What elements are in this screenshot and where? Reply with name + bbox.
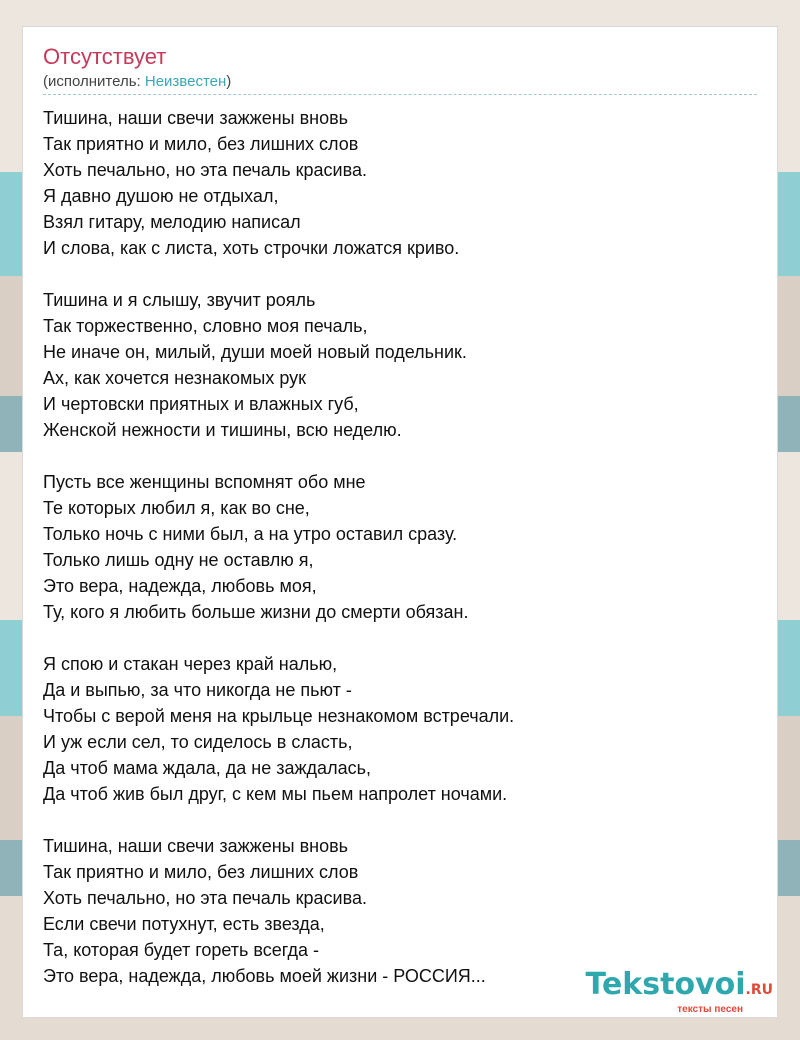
song-title: Отсутствует xyxy=(43,44,167,69)
stanza xyxy=(43,469,759,625)
lyric-line: Пусть все женщины вспомнят обо мне xyxy=(43,472,366,492)
lyric-line: Хоть печально, но эта печаль красива. xyxy=(43,888,367,908)
logo-wordmark xyxy=(585,968,773,1007)
lyric-line: Так торжественно, словно моя печаль, xyxy=(43,316,368,336)
lyrics-body xyxy=(43,105,759,1015)
lyric-line: Тишина, наши свечи зажжены вновь xyxy=(43,836,349,856)
stanza xyxy=(43,287,759,443)
lyric-line: Это вера, надежда, любовь моей жизни - РОССИЯ... xyxy=(43,966,486,986)
lyric-line: Так приятно и мило, без лишних слов xyxy=(43,134,359,154)
lyric-line: Да чтоб мама ждала, да не заждалась, xyxy=(43,758,371,778)
lyric-line: И слова, как с листа, хоть строчки ложатся криво. xyxy=(43,238,460,258)
lyric-line: Только ночь с ними был, а на утро оставил сразу. xyxy=(43,524,458,544)
artist-suffix: ) xyxy=(226,73,232,90)
lyric-line: Я давно душою не отдыхал, xyxy=(43,186,279,206)
header-divider xyxy=(43,94,757,95)
stanza xyxy=(43,105,759,261)
artist-link[interactable]: Неизвестен xyxy=(144,73,227,90)
lyric-line: Только лишь одну не оставлю я, xyxy=(43,550,314,570)
lyric-line: Взял гитару, мелодию написал xyxy=(43,212,301,232)
lyric-line: Если свечи потухнут, есть звезда, xyxy=(43,914,325,934)
lyric-line: Женской нежности и тишины, всю неделю. xyxy=(43,420,402,440)
lyric-line: Те которых любил я, как во сне, xyxy=(43,498,310,518)
lyric-line: Тишина и я слышу, звучит рояль xyxy=(43,290,316,310)
stanza xyxy=(43,651,759,807)
lyric-line: Это вера, надежда, любовь моя, xyxy=(43,576,317,596)
artist-line xyxy=(43,73,231,91)
logo-name: Tekstovoi xyxy=(585,967,746,1002)
logo-tagline: тексты песен xyxy=(677,1004,743,1015)
lyric-line: Ту, кого я любить больше жизни до смерти обязан. xyxy=(43,602,469,622)
lyrics-card xyxy=(22,26,778,1018)
lyric-line: Ах, как хочется незнакомых рук xyxy=(43,368,307,388)
artist-prefix: (исполнитель: xyxy=(43,73,145,90)
site-logo[interactable] xyxy=(585,968,773,1015)
lyric-line: Тишина, наши свечи зажжены вновь xyxy=(43,108,349,128)
lyric-line: И чертовски приятных и влажных губ, xyxy=(43,394,359,414)
lyric-line: Та, которая будет гореть всегда - xyxy=(43,940,320,960)
lyric-line: Хоть печально, но эта печаль красива. xyxy=(43,160,367,180)
lyric-line: Не иначе он, милый, души моей новый подельник. xyxy=(43,342,467,362)
stanza xyxy=(43,833,759,989)
lyric-line: И уж если сел, то сиделось в сласть, xyxy=(43,732,353,752)
lyric-line: Так приятно и мило, без лишних слов xyxy=(43,862,359,882)
lyric-line: Да и выпью, за что никогда не пьют - xyxy=(43,680,352,700)
lyric-line: Я спою и стакан через край налью, xyxy=(43,654,338,674)
logo-tld: .RU xyxy=(745,982,773,998)
lyric-line: Да чтоб жив был друг, с кем мы пьем напролет ночами. xyxy=(43,784,508,804)
lyric-line: Чтобы с верой меня на крыльце незнакомом встречали. xyxy=(43,706,515,726)
